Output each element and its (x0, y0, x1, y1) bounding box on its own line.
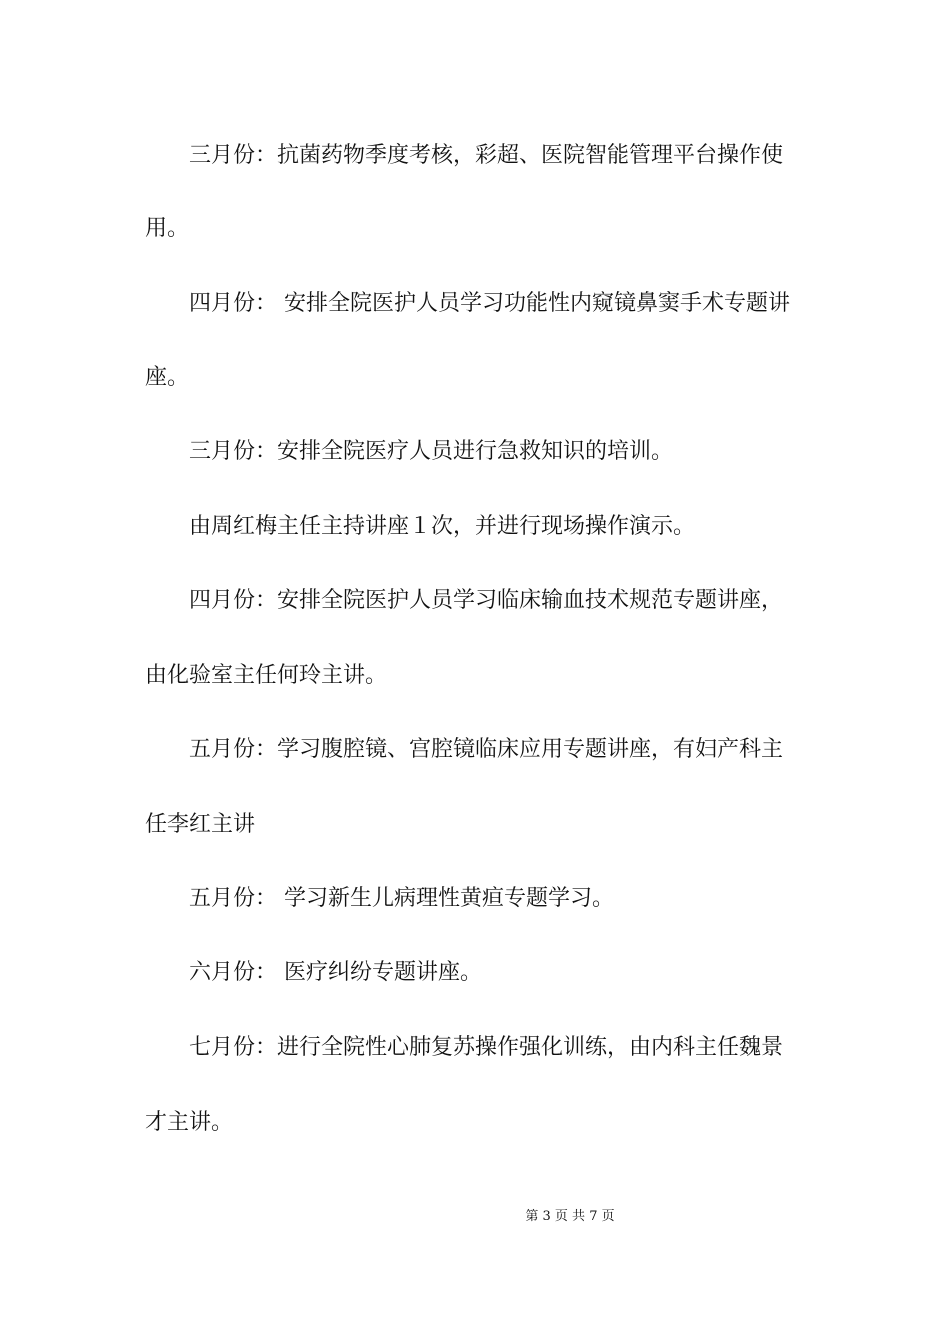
paragraph-6-line-2: 任李红主讲 (145, 812, 256, 837)
paragraph-9-line-2: 才主讲。 (145, 1110, 234, 1135)
paragraph-3: 三月份：安排全院医疗人员进行急救知识的培训。 (189, 439, 674, 464)
paragraph-6-line-1: 五月份：学习腹腔镜、宫腔镜临床应用专题讲座，有妇产科主 (189, 737, 784, 762)
paragraph-2-line-2: 座。 (145, 365, 190, 390)
paragraph-4: 由周红梅主任主持讲座１次，并进行现场操作演示。 (189, 514, 696, 539)
paragraph-1-line-1: 三月份：抗菌药物季度考核，彩超、医院智能管理平台操作使 (189, 143, 784, 168)
paragraph-7: 五月份： 学习新生儿病理性黄疸专题学习。 (189, 886, 614, 911)
paragraph-1-line-2: 用。 (145, 216, 190, 241)
paragraph-9-line-1: 七月份：进行全院性心肺复苏操作强化训练，由内科主任魏景 (189, 1035, 784, 1060)
paragraph-8: 六月份： 医疗纠纷专题讲座。 (189, 960, 482, 985)
page-number-footer: 第 3 页 共 7 页 (525, 1209, 615, 1224)
paragraph-2-line-1: 四月份： 安排全院医护人员学习功能性内窥镜鼻窦手术专题讲 (189, 291, 790, 316)
paragraph-5-line-2: 由化验室主任何玲主讲。 (145, 663, 388, 688)
paragraph-5-line-1: 四月份：安排全院医护人员学习临床输血技术规范专题讲座， (189, 588, 784, 613)
